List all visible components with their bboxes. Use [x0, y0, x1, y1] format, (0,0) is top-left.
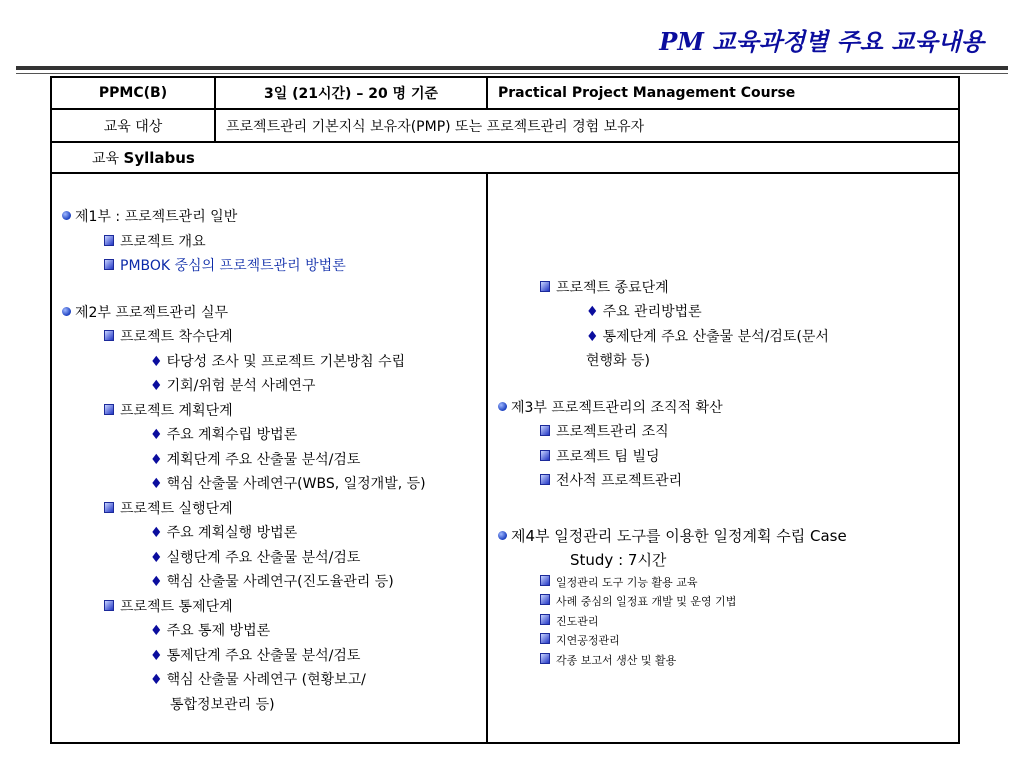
title-divider-thin: [16, 73, 1008, 74]
slide-title: PM 교육과정별 주요 교육내용: [659, 27, 984, 56]
list-item: ♦ 주요 관리방법론: [586, 304, 702, 321]
square-bullet-icon: [540, 614, 550, 625]
part2-title: 제2부 프로젝트관리 실무: [52, 301, 486, 326]
diamond-bullet-icon: ♦: [150, 525, 163, 541]
square-bullet-icon: [540, 450, 550, 461]
diamond-bullet-icon: ♦: [150, 451, 163, 468]
square-bullet-icon: [540, 281, 550, 292]
square-bullet-icon: [104, 259, 114, 270]
diamond-bullet-icon: ♦: [150, 647, 163, 664]
square-bullet-icon: [540, 474, 550, 485]
list-item: ♦ 통제단계 주요 산출물 분석/검토(문서: [586, 328, 829, 345]
square-bullet-icon: [540, 633, 550, 644]
list-item: 지연공정관리: [488, 631, 958, 651]
syllabus-left: [51, 173, 487, 743]
section-label: 프로젝트 종료단계: [488, 276, 958, 301]
section-label: 프로젝트 계획단계: [52, 399, 486, 424]
list-item: ♦ 타당성 조사 및 프로젝트 기본방침 수립: [150, 353, 406, 370]
target-label: 교육 대상: [51, 109, 215, 142]
square-bullet-icon: [104, 502, 114, 513]
list-item: ♦ 주요 계획실행 방법론: [150, 525, 298, 541]
circle-bullet-icon: [62, 307, 71, 316]
diamond-bullet-icon: ♦: [150, 353, 163, 370]
syllabus-body: [51, 173, 959, 743]
list-item: 각종 보고서 생산 및 활용: [488, 651, 958, 671]
square-bullet-icon: [540, 425, 550, 436]
list-item: 전사적 프로젝트관리: [488, 469, 958, 494]
list-item: ♦ 실행단계 주요 산출물 분석/검토: [150, 549, 361, 566]
section-label: 프로젝트 착수단계: [52, 325, 486, 350]
circle-bullet-icon: [498, 402, 507, 411]
syllabus-right: [487, 173, 959, 743]
part1-title: 제1부 : 프로젝트관리 일반: [52, 205, 486, 230]
course-duration: 3일 (21시간) – 20 명 기준: [215, 77, 487, 109]
syllabus-label: [51, 142, 959, 173]
syllabus-word: Syllabus: [123, 148, 195, 167]
list-item: ♦ 기회/위험 분석 사례연구: [150, 378, 316, 394]
list-item: ♦ 핵심 산출물 사례연구(WBS, 일정개발, 등): [150, 476, 426, 492]
course-table: [50, 76, 960, 744]
diamond-bullet-icon: ♦: [586, 304, 599, 321]
list-item-continuation: 현행화 등): [586, 353, 651, 370]
list-item: ♦ 핵심 산출물 사례연구(진도율관리 등): [150, 574, 394, 590]
list-item: ♦ 주요 통제 방법론: [150, 623, 271, 639]
list-item: 프로젝트관리 조직: [488, 420, 958, 445]
section-label: 프로젝트 실행단계: [52, 497, 486, 522]
list-item-continuation: 통합정보관리 등): [170, 696, 275, 713]
list-item: 진도관리: [488, 612, 958, 632]
course-name: Practical Project Management Course: [487, 77, 959, 109]
section-label: 프로젝트 통제단계: [52, 595, 486, 620]
list-item: ♦ 통제단계 주요 산출물 분석/검토: [150, 647, 361, 664]
list-item: 프로젝트 팀 빌딩: [488, 445, 958, 470]
part3-title: 제3부 프로젝트관리의 조직적 확산: [488, 396, 958, 421]
square-bullet-icon: [104, 235, 114, 246]
list-item: ♦ 계획단계 주요 산출물 분석/검토: [150, 451, 361, 468]
course-code: PPMC(B): [51, 77, 215, 109]
syllabus-row: [51, 142, 959, 173]
diamond-bullet-icon: ♦: [150, 476, 163, 492]
title-divider: [16, 66, 1008, 70]
square-bullet-icon: [104, 330, 114, 341]
square-bullet-icon: [104, 404, 114, 415]
list-item: 프로젝트 개요: [52, 230, 486, 255]
diamond-bullet-icon: ♦: [150, 623, 163, 639]
diamond-bullet-icon: ♦: [150, 574, 163, 590]
header-row: [51, 77, 959, 109]
diamond-bullet-icon: ♦: [586, 328, 599, 345]
syllabus-prefix: 교육: [92, 150, 120, 167]
circle-bullet-icon: [62, 211, 71, 220]
list-item: 일정관리 도구 기능 활용 교육: [488, 573, 958, 593]
square-bullet-icon: [540, 575, 550, 586]
list-item: 사례 중심의 일정표 개발 및 운영 기법: [488, 592, 958, 612]
diamond-bullet-icon: ♦: [150, 378, 163, 394]
diamond-bullet-icon: ♦: [150, 672, 163, 688]
list-item: ♦ 핵심 산출물 사례연구 (현황보고/: [150, 672, 366, 688]
target-value: 프로젝트관리 기본지식 보유자(PMP) 또는 프로젝트관리 경험 보유자: [215, 109, 959, 142]
circle-bullet-icon: [498, 531, 507, 540]
square-bullet-icon: [540, 653, 550, 664]
target-row: [51, 109, 959, 142]
diamond-bullet-icon: ♦: [150, 427, 163, 443]
square-bullet-icon: [104, 600, 114, 611]
list-item: PMBOK 중심의 프로젝트관리 방법론: [52, 254, 486, 279]
square-bullet-icon: [540, 594, 550, 605]
diamond-bullet-icon: ♦: [150, 549, 163, 566]
list-item: ♦ 주요 계획수립 방법론: [150, 427, 298, 443]
part4-title: 제4부 일정관리 도구를 이용한 일정계획 수립 Case: [488, 524, 958, 549]
part4-title-continuation: Study : 7시간: [570, 551, 667, 570]
